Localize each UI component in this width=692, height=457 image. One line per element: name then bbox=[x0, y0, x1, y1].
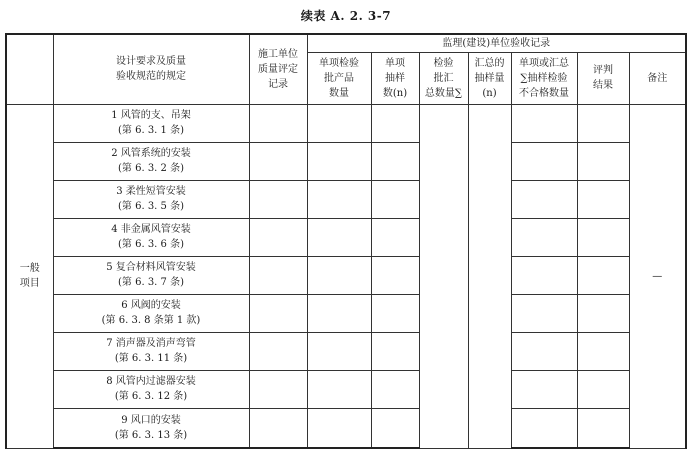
table-row bbox=[6, 218, 686, 256]
header-batch-qty: 单项检验 批产品 数量 bbox=[307, 52, 371, 104]
header-nonconforming: 单项或汇总 ∑抽样检验 不合格数量 bbox=[511, 52, 577, 104]
header-total-sample: 汇总的 抽样量 (n) bbox=[468, 52, 511, 104]
item-cell: 4 非金属风管安装 (第 6. 3. 6 条) bbox=[53, 218, 249, 256]
header-sample-count: 单项 抽样 数(n) bbox=[371, 52, 419, 104]
cell-nonconforming bbox=[511, 408, 577, 448]
header-remark: 备注 bbox=[629, 52, 686, 104]
cell-construction bbox=[249, 256, 307, 294]
cell-result bbox=[577, 180, 629, 218]
header-supervision: 监理(建设)单位验收记录 bbox=[307, 34, 686, 52]
cell-result bbox=[577, 218, 629, 256]
cell-sample-count bbox=[371, 370, 419, 408]
table-row bbox=[6, 294, 686, 332]
item-cell: 8 风管内过滤器安装 (第 6. 3. 12 条) bbox=[53, 370, 249, 408]
cell-sample-count bbox=[371, 180, 419, 218]
header-total-qty: 检验 批汇 总数量∑ bbox=[419, 52, 468, 104]
cell-batch-qty bbox=[307, 294, 371, 332]
cell-construction bbox=[249, 180, 307, 218]
table-row bbox=[6, 256, 686, 294]
cell-construction bbox=[249, 332, 307, 370]
table-row bbox=[6, 104, 686, 142]
item-cell: 5 复合材料风管安装 (第 6. 3. 7 条) bbox=[53, 256, 249, 294]
cell-batch-qty bbox=[307, 408, 371, 448]
item-cell: 9 风口的安装 (第 6. 3. 13 条) bbox=[53, 408, 249, 448]
cell-sample-count bbox=[371, 104, 419, 142]
cell-result bbox=[577, 104, 629, 142]
cell-construction bbox=[249, 104, 307, 142]
cell-nonconforming bbox=[511, 180, 577, 218]
cell-sample-count bbox=[371, 218, 419, 256]
cell-result bbox=[577, 408, 629, 448]
table-row bbox=[6, 332, 686, 370]
table-row bbox=[6, 408, 686, 448]
cell-nonconforming bbox=[511, 142, 577, 180]
table-row bbox=[6, 370, 686, 408]
cell-sample-count bbox=[371, 294, 419, 332]
cell-nonconforming bbox=[511, 256, 577, 294]
cell-construction bbox=[249, 218, 307, 256]
cell-sample-count bbox=[371, 408, 419, 448]
cell-total-qty bbox=[419, 104, 468, 448]
cell-batch-qty bbox=[307, 218, 371, 256]
table-caption: 续表 A. 2. 3-7 bbox=[300, 9, 392, 23]
cell-result bbox=[577, 370, 629, 408]
item-cell: 2 风管系统的安装 (第 6. 3. 2 条) bbox=[53, 142, 249, 180]
cell-result bbox=[577, 294, 629, 332]
item-cell: 3 柔性短管安装 (第 6. 3. 5 条) bbox=[53, 180, 249, 218]
cell-result bbox=[577, 142, 629, 180]
cell-sample-count bbox=[371, 256, 419, 294]
item-cell: 7 消声器及消声弯管 (第 6. 3. 11 条) bbox=[53, 332, 249, 370]
cell-result bbox=[577, 332, 629, 370]
cell-batch-qty bbox=[307, 142, 371, 180]
table-row bbox=[6, 180, 686, 218]
cell-batch-qty bbox=[307, 104, 371, 142]
cell-batch-qty bbox=[307, 332, 371, 370]
cell-total-sample bbox=[468, 104, 511, 448]
cell-nonconforming bbox=[511, 332, 577, 370]
table-row bbox=[6, 142, 686, 180]
header-construction: 施工单位 质量评定 记录 bbox=[249, 34, 307, 104]
header-spec: 设计要求及质量 验收规范的规定 bbox=[53, 34, 249, 104]
category-label: 一般 项目 bbox=[6, 104, 53, 448]
cell-result bbox=[577, 256, 629, 294]
cell-sample-count bbox=[371, 142, 419, 180]
cell-nonconforming bbox=[511, 370, 577, 408]
cell-construction bbox=[249, 294, 307, 332]
acceptance-table bbox=[5, 33, 687, 449]
header-category-cell bbox=[6, 34, 53, 104]
cell-construction bbox=[249, 408, 307, 448]
cell-construction bbox=[249, 142, 307, 180]
cell-nonconforming bbox=[511, 218, 577, 256]
cell-batch-qty bbox=[307, 180, 371, 218]
cell-batch-qty bbox=[307, 370, 371, 408]
cell-batch-qty bbox=[307, 256, 371, 294]
cell-sample-count bbox=[371, 332, 419, 370]
cell-nonconforming bbox=[511, 104, 577, 142]
cell-construction bbox=[249, 370, 307, 408]
cell-nonconforming bbox=[511, 294, 577, 332]
item-cell: 1 风管的支、吊架 (第 6. 3. 1 条) bbox=[53, 104, 249, 142]
remark-cell: — bbox=[629, 104, 686, 448]
item-cell: 6 风阀的安装 (第 6. 3. 8 条第 1 款) bbox=[53, 294, 249, 332]
header-result: 评判 结果 bbox=[577, 52, 629, 104]
